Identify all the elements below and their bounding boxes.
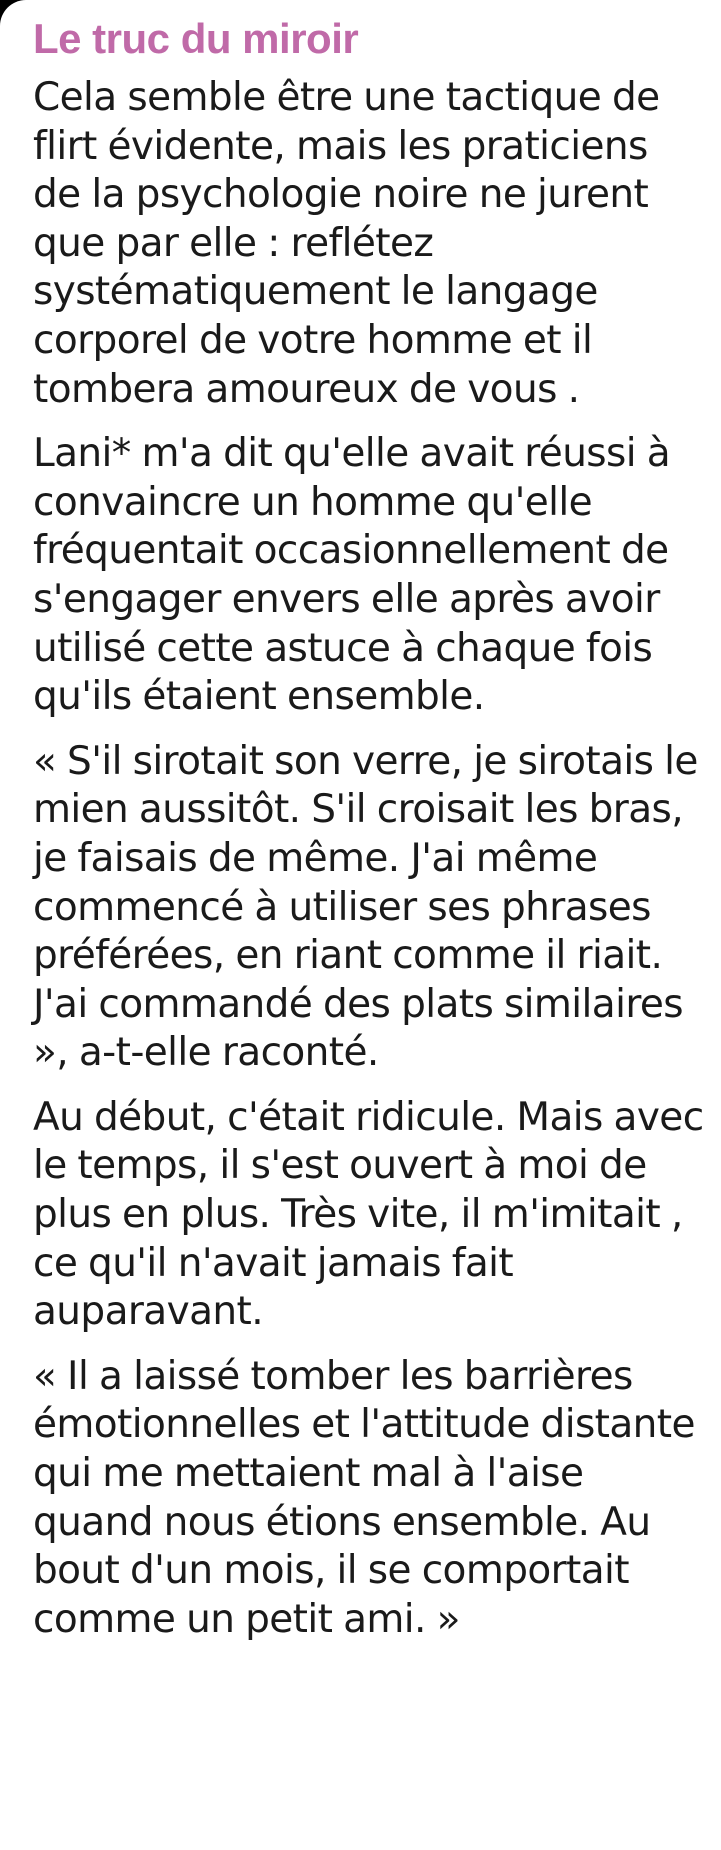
article-paragraph-1: Cela semble être une tactique de flirt évidente, mais les praticiens de la psychologie noire ne jurent que par elle : reflétez systématiquement le langage corporel de votre homme et il tombera amoureux de vous . (33, 75, 660, 412)
article-title: Le truc du miroir (33, 15, 359, 62)
article-paragraph-4: Au début, c'était ridicule. Mais avec le temps, il s'est ouvert à moi de plus en plus. Très vite, il m'imitait , ce qu'il n'avait jamais fait auparavant. (33, 1094, 704, 1335)
article-paragraph-3: « S'il sirotait son verre, je sirotais le mien aussitôt. S'il croisait les bras, je faisais de même. J'ai même commencé à utiliser ses phrases préférées, en riant comme il riait. J'ai commandé des plats similaires », a-t-elle raconté. (33, 738, 698, 1076)
article-paragraph-2: Lani* m'a dit qu'elle avait réussi à convaincre un homme qu'elle fréquentait occasionnellement de s'engager envers elle après avoir utilisé cette astuce à chaque fois qu'ils étaient ensemble. (33, 431, 671, 720)
article-paragraph-5: « Il a laissé tomber les barrières émotionnelles et l'attitude distante qui me mettaient mal à l'aise quand nous étions ensemble. Au bout d'un mois, il se comportait comme un petit ami. » (33, 1353, 695, 1642)
